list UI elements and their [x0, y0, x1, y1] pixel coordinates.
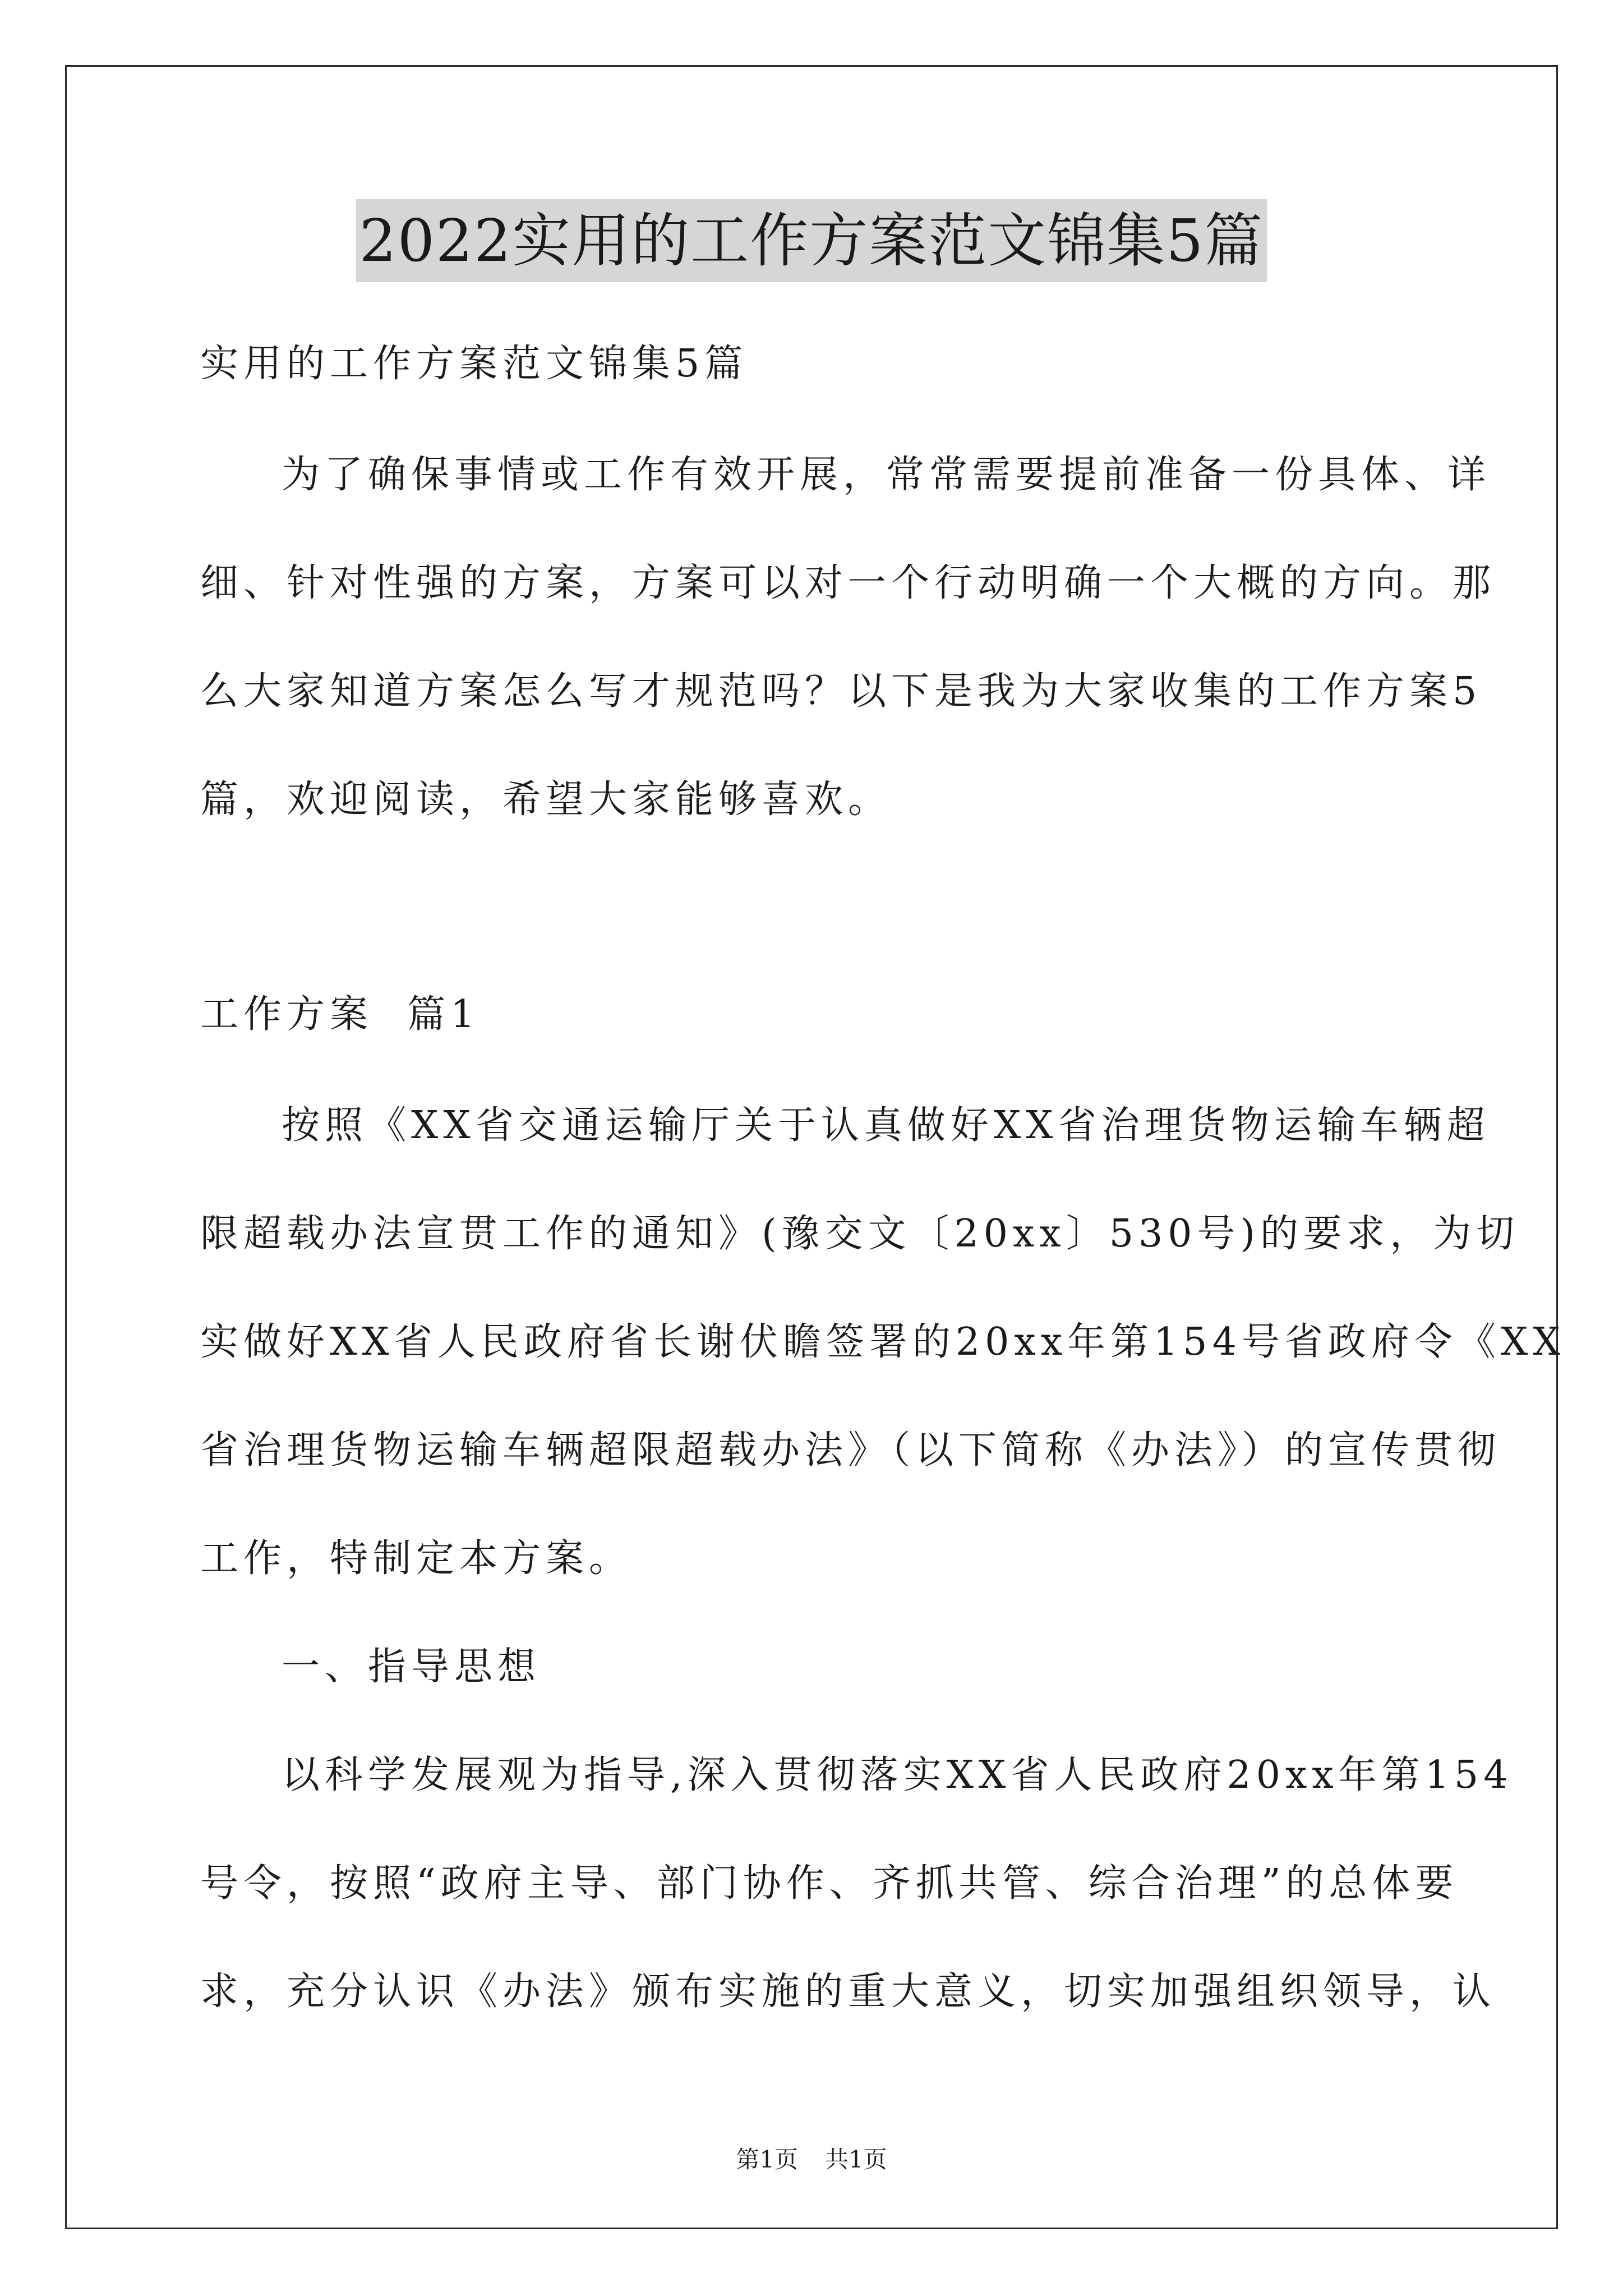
document-title: 2022实用的工作方案范文锦集5篇 [356, 199, 1267, 282]
part-one-line: 以科学发展观为指导,深入贯彻落实XX省人民政府20xx年第154 [282, 1753, 1513, 1797]
document-subtitle: 实用的工作方案范文锦集5篇 [200, 342, 748, 386]
section-paragraph-line: 按照《XX省交通运输厅关于认真做好XX省治理货物运输车辆超 [282, 1103, 1490, 1148]
section-heading: 工作方案 篇1 [200, 992, 480, 1037]
intro-line: 篇，欢迎阅读，希望大家能够喜欢。 [200, 777, 892, 822]
section-paragraph-line: 省治理货物运输车辆超限超载办法》（以下简称《办法》）的宣传贯彻 [200, 1428, 1501, 1473]
page-total: 共1页 [825, 2146, 887, 2173]
page-footer [0, 2143, 1623, 2177]
part-one-line: 号令，按照“政府主导、部门协作、齐抓共管、综合治理”的总体要 [200, 1861, 1459, 1906]
section-paragraph-line: 限超载办法宣贯工作的通知》(豫交文〔20xx〕530号)的要求，为切 [200, 1212, 1520, 1256]
intro-line: 么大家知道方案怎么写才规范吗？以下是我为大家收集的工作方案5 [200, 669, 1482, 714]
page-number: 第1页 [736, 2146, 798, 2173]
intro-line: 细、针对性强的方案，方案可以对一个行动明确一个大概的方向。那 [200, 561, 1496, 605]
title-container [0, 199, 1623, 282]
part-one-heading: 一、指导思想 [282, 1645, 541, 1689]
part-one-line: 求，充分认识《办法》颁布实施的重大意义，切实加强组织领导，认 [200, 1970, 1496, 2014]
intro-line: 为了确保事情或工作有效开展，常常需要提前准备一份具体、详 [282, 453, 1491, 497]
section-paragraph-line: 实做好XX省人民政府省长谢伏瞻签署的20xx年第154号省政府令《XX [200, 1320, 1565, 1364]
section-paragraph-line: 工作，特制定本方案。 [200, 1536, 633, 1581]
